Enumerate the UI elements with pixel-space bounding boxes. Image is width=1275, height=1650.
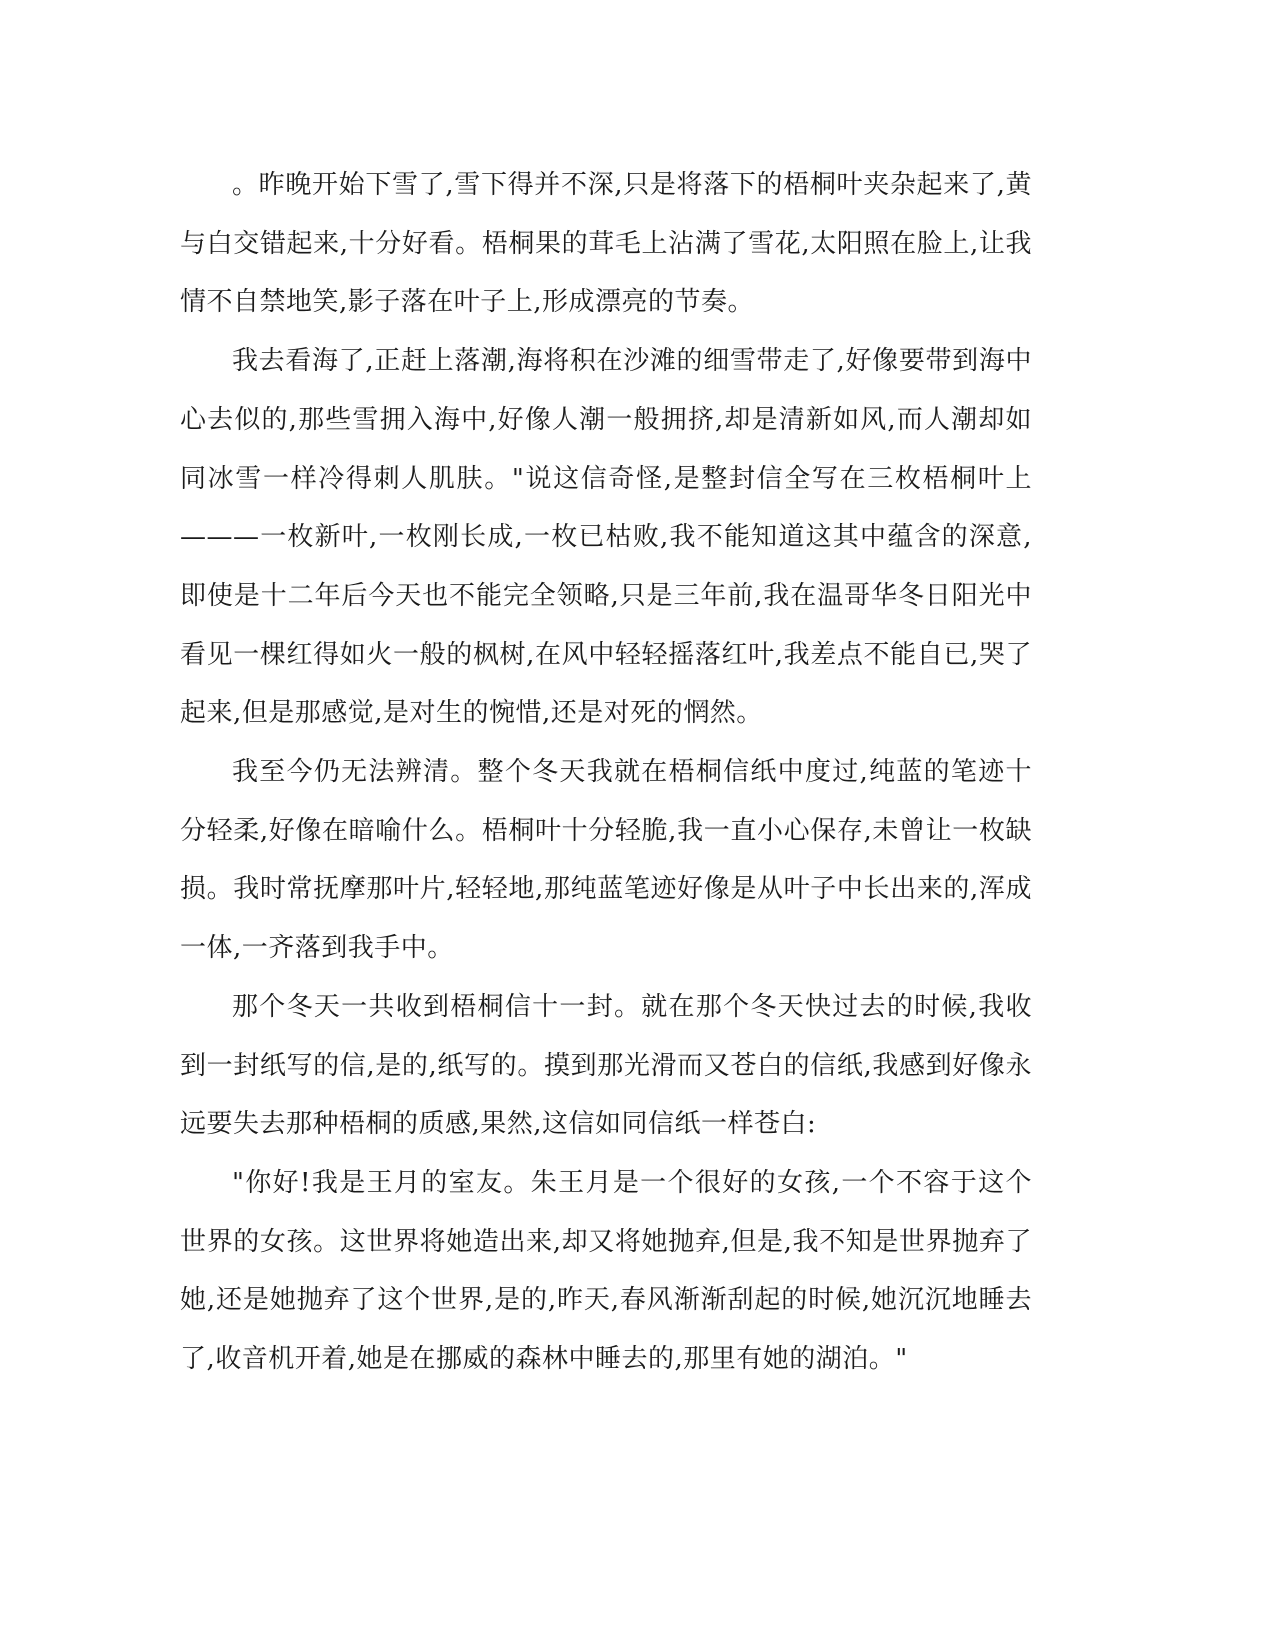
paragraph-paper-letter: 那个冬天一共收到梧桐信十一封。就在那个冬天快过去的时候,我收到一封纸写的信,是的,纸写的。摸到那光滑而又苍白的信纸,我感到好像永远要失去那种梧桐的质感,果然,这信如同信纸一样苍白:: [180, 991, 1032, 1140]
paragraph-sea-letter: 我去看海了,正赶上落潮,海将积在沙滩的细雪带走了,好像要带到海中心去似的,那些雪拥入海中,好像人潮一般拥挤,却是清新如风,而人潮却如同冰雪一样冷得刺人肌肤。"说这信奇怪,是整封信全写在三枚梧桐叶上———一枚新叶,一枚刚长成,一枚已枯败,我不能知道这其中蕴含的深意,即使是十二年后今天也不能完全领略,只是三年前,我在温哥华冬日阳光中看见一棵红得如火一般的枫树,在风中轻轻摇落红叶,我差点不能自已,哭了起来,但是那感觉,是对生的惋惜,还是对死的惘然。: [180, 346, 1032, 729]
paragraph-winter-letters: 我至今仍无法辨清。整个冬天我就在梧桐信纸中度过,纯蓝的笔迹十分轻柔,好像在暗喻什么。梧桐叶十分轻脆,我一直小心保存,未曾让一枚缺损。我时常抚摩那叶片,轻轻地,那纯蓝笔迹好像是从叶子中长出来的,浑成一体,一齐落到我手中。: [180, 757, 1032, 964]
paragraph-snow-leaves: 。昨晚开始下雪了,雪下得并不深,只是将落下的梧桐叶夹杂起来了,黄与白交错起来,十分好看。梧桐果的茸毛上沾满了雪花,太阳照在脸上,让我情不自禁地笑,影子落在叶子上,形成漂亮的节奏。: [180, 170, 1032, 318]
document-page: [180, 156, 1032, 1389]
paragraph-roommate-letter: "你好!我是王月的室友。朱王月是一个很好的女孩,一个不容于这个世界的女孩。这世界将她造出来,却又将她抛弃,但是,我不知是世界抛弃了她,还是她抛弃了这个世界,是的,昨天,春风渐渐刮起的时候,她沉沉地睡去了,收音机开着,她是在挪威的森林中睡去的,那里有她的湖泊。": [180, 1167, 1032, 1375]
